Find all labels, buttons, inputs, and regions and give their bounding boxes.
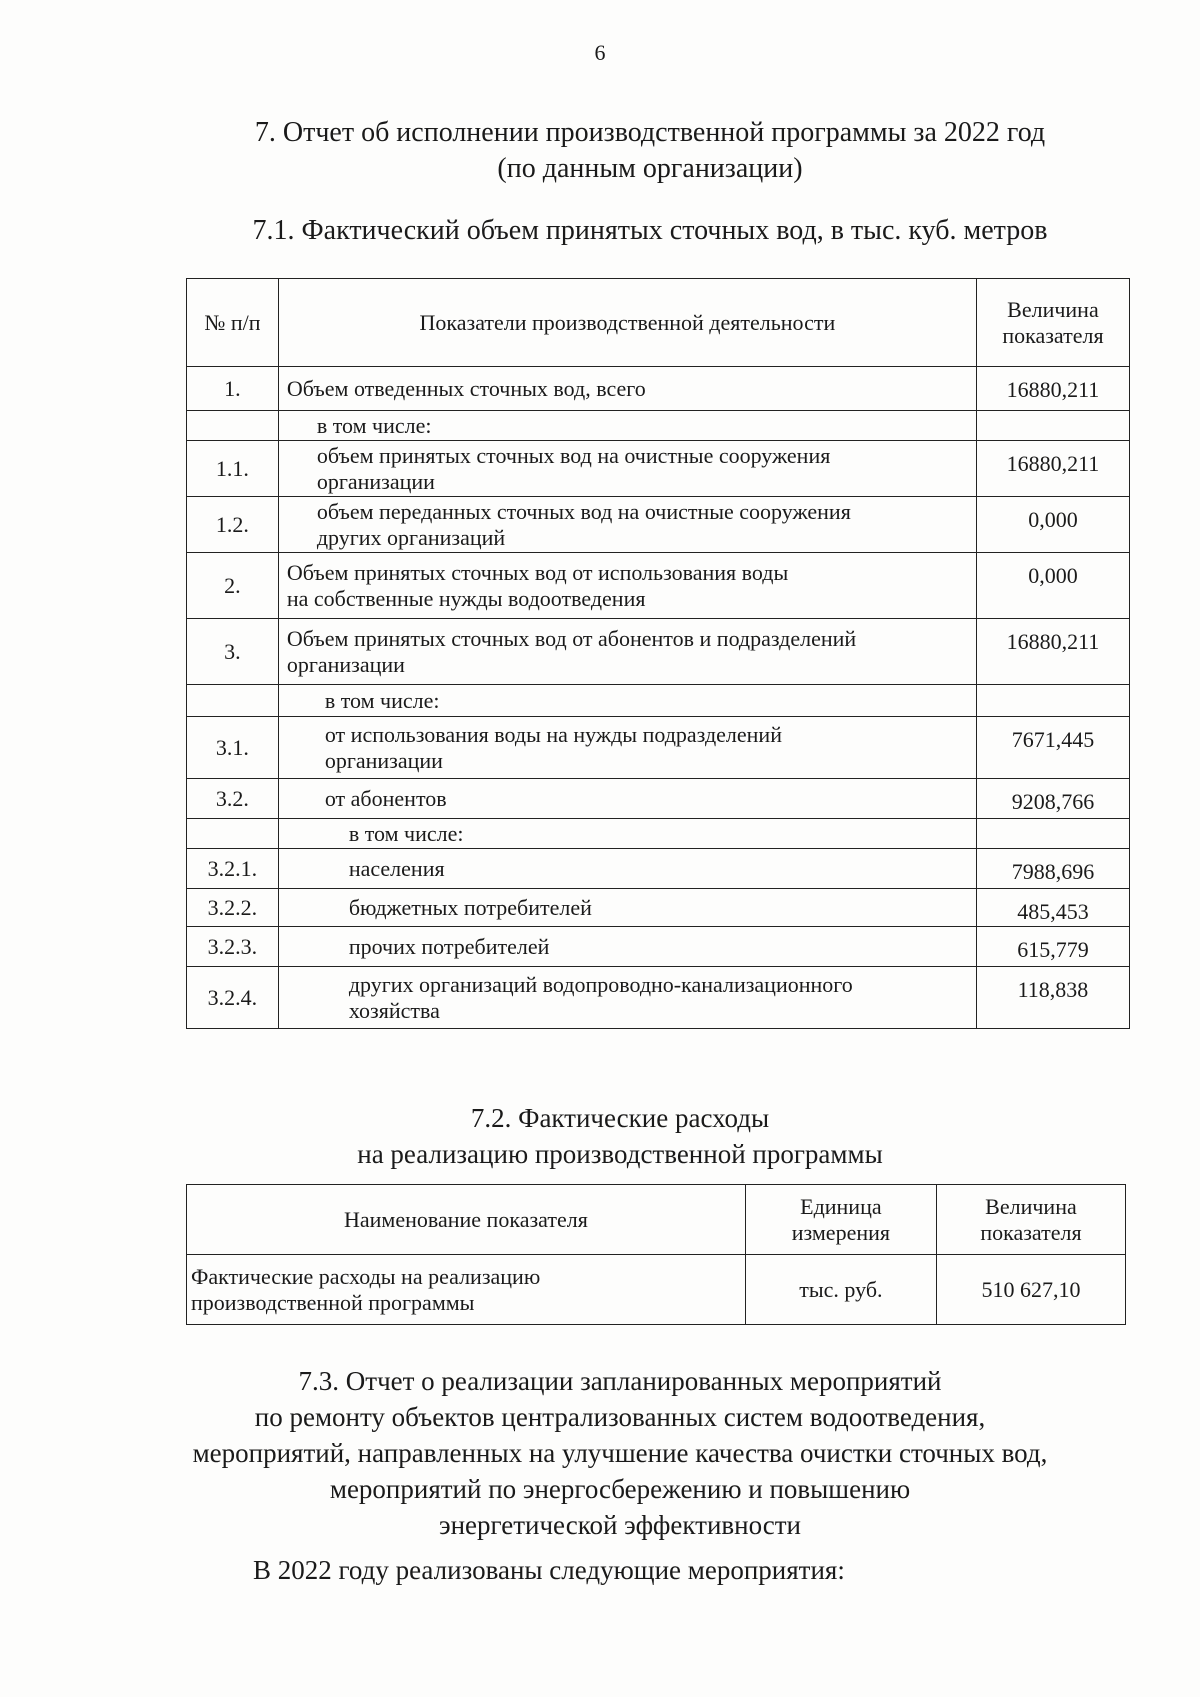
row-indicator-line1: объем принятых сточных вод на очистные сооружения	[316, 442, 831, 468]
row-indicator-line1: от абонентов	[324, 785, 447, 811]
row-indicator	[278, 819, 976, 849]
section-7-title	[200, 115, 1100, 187]
row-indicator-line2: на собственные нужды водоотведения	[286, 585, 646, 611]
row-num: 3.2.2.	[187, 889, 279, 927]
section-7-3-title-line4: мероприятий по энергосбережению и повышению	[329, 1474, 911, 1504]
row-num: 3.1.	[187, 717, 279, 779]
header-value-line1: Величина	[1007, 296, 1099, 322]
page-number: 6	[594, 40, 606, 65]
row-indicator-line2: организации	[316, 468, 435, 494]
table-row	[187, 553, 1130, 619]
row-indicator-line2: других организаций	[316, 524, 506, 550]
row-indicator-line1: в том числе:	[316, 412, 432, 438]
section-7-3-title-line1: 7.3. Отчет о реализации запланированных мероприятий	[298, 1366, 942, 1396]
table-row	[187, 685, 1130, 717]
row-indicator	[278, 927, 976, 967]
row-indicator-line1: Объем принятых сточных вод от использования воды	[286, 559, 789, 585]
table-row	[187, 849, 1130, 889]
row-num	[187, 411, 279, 441]
table-row	[187, 779, 1130, 819]
row-num: 3.2.3.	[187, 927, 279, 967]
section-7-1-title: 7.1. Фактический объем принятых сточных вод, в тыс. куб. метров	[252, 215, 1048, 246]
section-7-title-line2: (по данным организации)	[497, 153, 803, 184]
row-value: 118,838	[976, 967, 1129, 1029]
row-value: 0,000	[976, 553, 1129, 619]
row-num: 3.2.1.	[187, 849, 279, 889]
row-indicator	[278, 967, 976, 1029]
header-unit-line2: измерения	[791, 1219, 891, 1245]
row-value: 16880,211	[976, 441, 1129, 497]
header-value	[976, 279, 1129, 367]
row-value: 7671,445	[976, 717, 1129, 779]
table-row	[187, 441, 1130, 497]
row-value	[976, 819, 1129, 849]
expense-name-line2: производственной программы	[191, 1289, 475, 1315]
table-row	[187, 819, 1130, 849]
row-indicator	[278, 889, 976, 927]
row-num: 3.2.	[187, 779, 279, 819]
header-value-line1: Величина	[985, 1193, 1077, 1219]
row-num: 1.1.	[187, 441, 279, 497]
section-7-3-title-line5: энергетической эффективности	[439, 1510, 801, 1540]
row-indicator-line1: населения	[348, 855, 445, 881]
table-row	[187, 619, 1130, 685]
row-value	[976, 685, 1129, 717]
row-value: 7988,696	[976, 849, 1129, 889]
table-row	[187, 889, 1130, 927]
table-header-row	[187, 1185, 1126, 1255]
row-indicator-line1: других организаций водопроводно-канализационного	[348, 971, 853, 997]
row-indicator	[278, 619, 976, 685]
header-value	[936, 1185, 1125, 1255]
table-row	[187, 497, 1130, 553]
row-indicator	[278, 497, 976, 553]
section-7-3-title-line3: мероприятий, направленных на улучшение качества очистки сточных вод,	[192, 1438, 1048, 1468]
row-value: 16880,211	[976, 367, 1129, 411]
row-indicator	[278, 779, 976, 819]
row-indicator	[278, 411, 976, 441]
row-indicator-line1: в том числе:	[324, 687, 440, 713]
row-indicator	[278, 553, 976, 619]
row-indicator	[278, 717, 976, 779]
row-value	[976, 411, 1129, 441]
table-row	[187, 927, 1130, 967]
row-indicator-line1: от использования воды на нужды подразделений	[324, 721, 782, 747]
row-indicator-line2: хозяйства	[348, 997, 440, 1023]
expense-name-line1: Фактические расходы на реализацию	[191, 1263, 541, 1289]
expense-unit: тыс. руб.	[745, 1255, 936, 1325]
table-row	[187, 1255, 1126, 1325]
section-7-title-line1: 7. Отчет об исполнении производственной программы за 2022 год	[254, 117, 1046, 148]
table-row	[187, 411, 1130, 441]
table-header-row	[187, 279, 1130, 367]
header-name: Наименование показателя	[187, 1185, 746, 1255]
row-num	[187, 685, 279, 717]
row-indicator	[278, 367, 976, 411]
section-7-3-title-line2: по ремонту объектов централизованных систем водоотведения,	[254, 1402, 986, 1432]
section-7-2-title	[260, 1100, 980, 1172]
row-indicator	[278, 441, 976, 497]
row-num	[187, 819, 279, 849]
table-body	[187, 367, 1130, 1029]
row-num: 3.	[187, 619, 279, 685]
row-num: 1.	[187, 367, 279, 411]
row-indicator-line1: в том числе:	[348, 820, 464, 846]
measures-intro: В 2022 году реализованы следующие мероприятия:	[253, 1555, 845, 1585]
row-indicator-line1: бюджетных потребителей	[348, 894, 592, 920]
table-row	[187, 367, 1130, 411]
row-value: 9208,766	[976, 779, 1129, 819]
header-value-line2: показателя	[980, 1219, 1082, 1245]
header-num: № п/п	[187, 279, 279, 367]
row-indicator-line1: объем переданных сточных вод на очистные сооружения	[316, 498, 851, 524]
header-unit-line1: Единица	[800, 1193, 882, 1219]
row-value: 0,000	[976, 497, 1129, 553]
table-row	[187, 967, 1130, 1029]
row-indicator-line1: прочих потребителей	[348, 933, 550, 959]
wastewater-volume-table	[186, 278, 1130, 1029]
header-indicator: Показатели производственной деятельности	[278, 279, 976, 367]
row-indicator-line2: организации	[324, 747, 443, 773]
table-row	[187, 717, 1130, 779]
row-num: 3.2.4.	[187, 967, 279, 1029]
header-unit	[745, 1185, 936, 1255]
row-num: 2.	[187, 553, 279, 619]
row-num: 1.2.	[187, 497, 279, 553]
row-value: 16880,211	[976, 619, 1129, 685]
section-7-2-title-line1: 7.2. Фактические расходы	[470, 1103, 770, 1133]
expenses-table	[186, 1184, 1126, 1325]
expense-name	[187, 1255, 746, 1325]
expense-value: 510 627,10	[936, 1255, 1125, 1325]
row-value: 485,453	[976, 889, 1129, 927]
row-indicator	[278, 685, 976, 717]
row-value: 615,779	[976, 927, 1129, 967]
row-indicator-line2: организации	[286, 651, 405, 677]
header-value-line2: показателя	[1002, 322, 1104, 348]
section-7-2-title-line2: на реализацию производственной программы	[357, 1139, 883, 1169]
row-indicator-line1: Объем принятых сточных вод от абонентов и подразделений	[286, 625, 857, 651]
row-indicator	[278, 849, 976, 889]
row-indicator-line1: Объем отведенных сточных вод, всего	[286, 375, 646, 401]
section-7-3-title	[150, 1363, 1090, 1543]
